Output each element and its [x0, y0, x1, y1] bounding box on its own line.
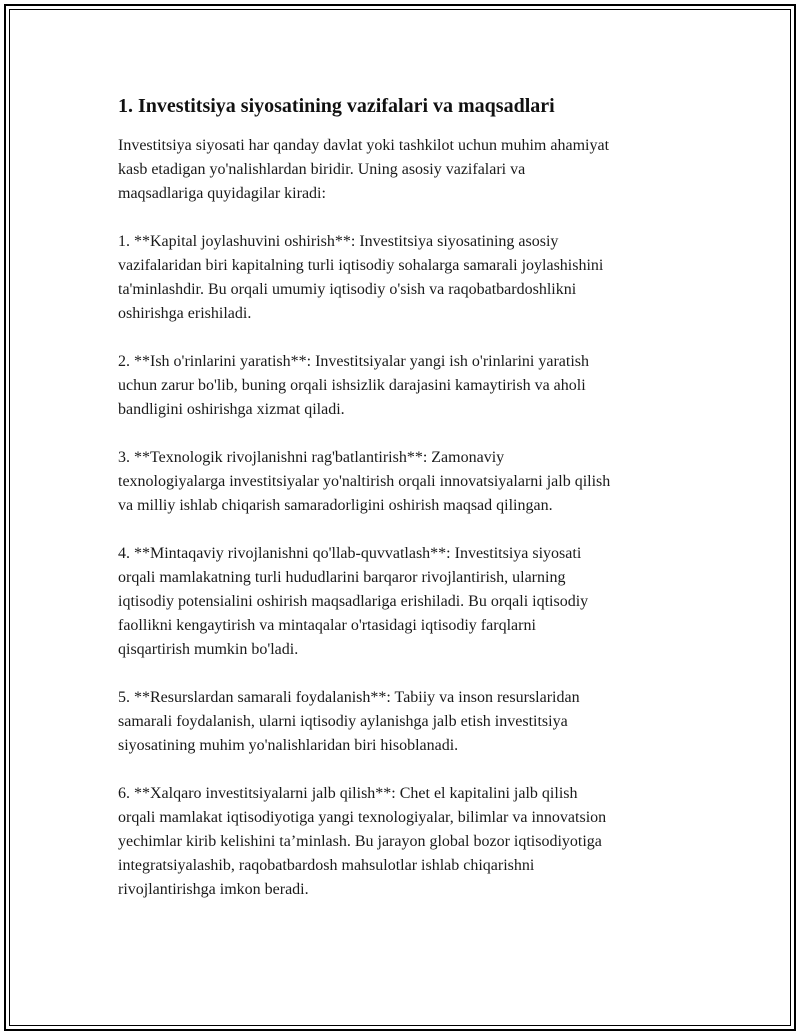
list-item-4: 4. **Mintaqaviy rivojlanishni qo'llab-quvvatlash**: Investitsiya siyosati orqali mamlakatning turli hududlarini barqaror rivojlantirish, ularning iqtisodiy potensialini oshirish maqsadlariga erishiladi. Bu orqali iqtisodiy faollikni kengaytirish va mintaqalar o'rtasidagi iqtisodiy farqlarni qisqartirish mumkin bo'ladi. — [118, 545, 589, 658]
list-item-3: 3. **Texnologik rivojlanishni rag'batlantirish**: Zamonaviy texnologiyalarga investitsiyalar yo'naltirish orqali innovatsiyalarni jalb qilish va milliy ishlab chiqarish samaradorligini oshirish maqsad qilingan. — [118, 449, 611, 514]
document-body — [118, 92, 708, 926]
list-item-5: 5. **Resurslardan samarali foydalanish**: Tabiiy va inson resurslaridan samarali foydalanish, ularni iqtisodiy aylanishga jalb etish investitsiya siyosatining muhim yo'nalishlaridan biri hisoblanadi. — [118, 689, 580, 754]
list-item-1: 1. **Kapital joylashuvini oshirish**: Investitsiya siyosatining asosiy vazifalaridan biri kapitalning turli iqtisodiy sohalarga samarali joylashishini ta'minlashdir. Bu orqali umumiy iqtisodiy o'sish va raqobatbardoshlikni oshirishga erishiladi. — [118, 233, 604, 322]
document-title: 1. Investitsiya siyosatining vazifalari va maqsadlari — [118, 95, 555, 117]
intro-paragraph: Investitsiya siyosati har qanday davlat yoki tashkilot uchun muhim ahamiyat kasb etadigan yo'nalishlardan biridir. Uning asosiy vazifalari va maqsadlariga quyidagilar kiradi: — [118, 137, 610, 202]
list-item-6: 6. **Xalqaro investitsiyalarni jalb qilish**: Chet el kapitalini jalb qilish orqali mamlakat iqtisodiyotiga yangi texnologiyalar, bilimlar va innovatsion yechimlar kirib kelishini ta’minlash. Bu jarayon global bozor iqtisodiyotiga integratsiyalashib, raqobatbardosh mahsulotlar ishlab chiqarishni rivojlantirishga imkon beradi. — [118, 785, 607, 898]
list-item-2: 2. **Ish o'rinlarini yaratish**: Investitsiyalar yangi ish o'rinlarini yaratish uchun zarur bo'lib, buning orqali ishsizlik darajasini kamaytirish va aholi bandligini oshirishga xizmat qiladi. — [118, 353, 589, 418]
